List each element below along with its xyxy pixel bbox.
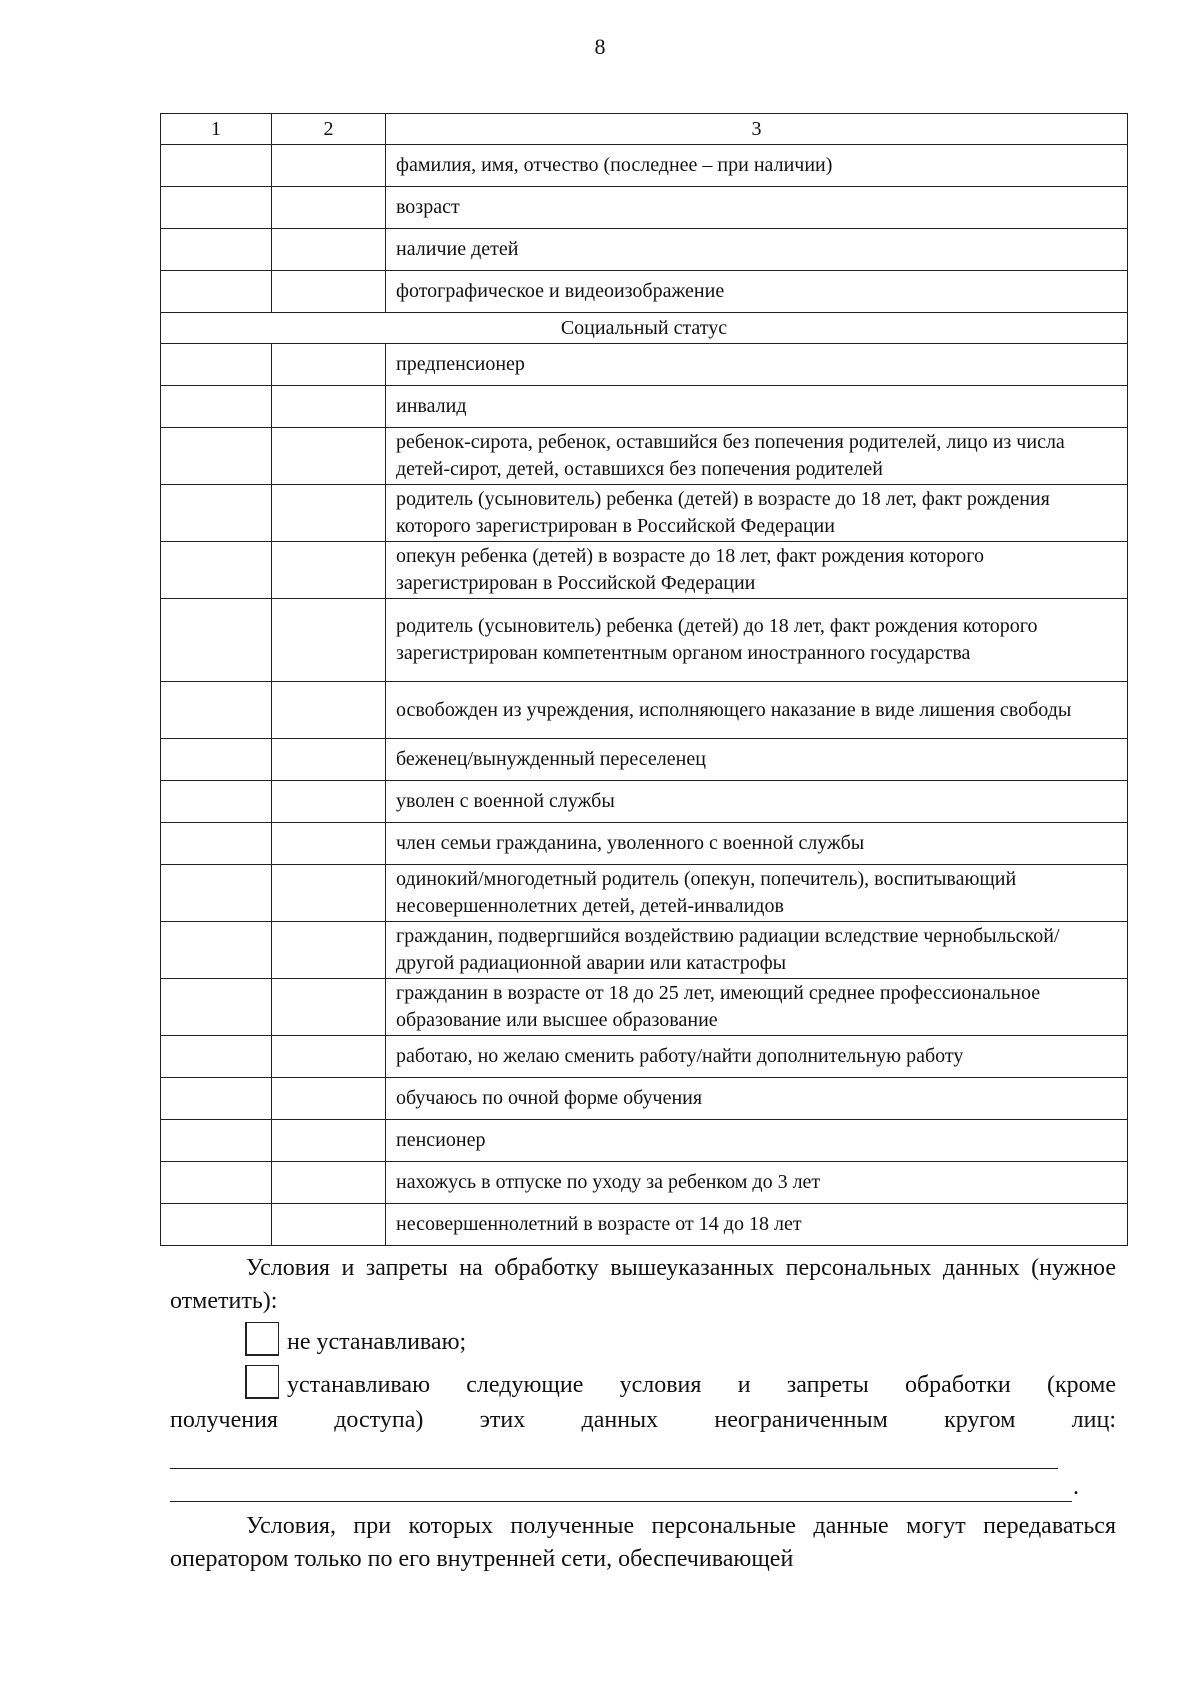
cell-col-2[interactable] xyxy=(272,485,386,542)
table-row xyxy=(161,682,1128,739)
option-none-checkbox[interactable] xyxy=(245,1322,279,1356)
row-label: уволен с военной службы xyxy=(386,781,1128,823)
cell-col-2[interactable] xyxy=(272,739,386,781)
blank-input-line-1[interactable] xyxy=(170,1468,1058,1469)
cell-col-2[interactable] xyxy=(272,823,386,865)
cell-col-1[interactable] xyxy=(161,1120,272,1162)
row-label: фамилия, имя, отчество (последнее – при наличии) xyxy=(386,145,1128,187)
cell-col-2[interactable] xyxy=(272,1036,386,1078)
conditions-intro: Условия и запреты на обработку вышеуказанных персональных данных (нужное отметить): xyxy=(170,1255,1116,1314)
cell-col-1[interactable] xyxy=(161,1162,272,1204)
cell-col-2[interactable] xyxy=(272,1162,386,1204)
cell-col-2[interactable] xyxy=(272,386,386,428)
cell-col-2[interactable] xyxy=(272,271,386,313)
table-row xyxy=(161,386,1128,428)
transfer-conditions-text: Условия, при которых полученные персональные данные могут передаваться оператором только по его внутренней сети, обеспечивающей xyxy=(170,1513,1116,1572)
option-set-label-line2: получения доступа) этих данных неограниченным кругом лиц: xyxy=(170,1407,1116,1433)
cell-col-2[interactable] xyxy=(272,865,386,922)
row-label: одинокий/многодетный родитель (опекун, попечитель), воспитывающий несовершеннолетних детей, детей-инвалидов xyxy=(386,865,1128,922)
row-label: работаю, но желаю сменить работу/найти дополнительную работу xyxy=(386,1036,1128,1078)
cell-col-1[interactable] xyxy=(161,1204,272,1246)
option-set-row xyxy=(245,1365,1116,1402)
row-label: фотографическое и видеоизображение xyxy=(386,271,1128,313)
row-label: предпенсионер xyxy=(386,344,1128,386)
table-row xyxy=(161,1036,1128,1078)
cell-col-1[interactable] xyxy=(161,1036,272,1078)
row-label: гражданин в возрасте от 18 до 25 лет, имеющий среднее профессиональное образование или высшее образование xyxy=(386,979,1128,1036)
table-row xyxy=(161,922,1128,979)
table-row xyxy=(161,865,1128,922)
cell-col-1[interactable] xyxy=(161,271,272,313)
table-row xyxy=(161,271,1128,313)
header-col-1: 1 xyxy=(161,114,272,145)
cell-col-2[interactable] xyxy=(272,344,386,386)
section-title: Социальный статус xyxy=(161,313,1128,344)
cell-col-1[interactable] xyxy=(161,979,272,1036)
section-row xyxy=(161,313,1128,344)
cell-col-2[interactable] xyxy=(272,682,386,739)
header-col-3: 3 xyxy=(386,114,1128,145)
row-label: обучаюсь по очной форме обучения xyxy=(386,1078,1128,1120)
cell-col-2[interactable] xyxy=(272,979,386,1036)
end-period: . xyxy=(1073,1474,1079,1500)
table-row xyxy=(161,1120,1128,1162)
row-label: родитель (усыновитель) ребенка (детей) до 18 лет, факт рождения которого зарегистрирован компетентным органом иностранного государства xyxy=(386,599,1128,682)
cell-col-1[interactable] xyxy=(161,781,272,823)
cell-col-1[interactable] xyxy=(161,542,272,599)
cell-col-1[interactable] xyxy=(161,865,272,922)
cell-col-1[interactable] xyxy=(161,428,272,485)
cell-col-1[interactable] xyxy=(161,344,272,386)
cell-col-2[interactable] xyxy=(272,145,386,187)
table-row xyxy=(161,1204,1128,1246)
cell-col-2[interactable] xyxy=(272,229,386,271)
cell-col-2[interactable] xyxy=(272,922,386,979)
cell-col-1[interactable] xyxy=(161,145,272,187)
table-row xyxy=(161,145,1128,187)
table-row xyxy=(161,542,1128,599)
cell-col-2[interactable] xyxy=(272,1078,386,1120)
table-row xyxy=(161,599,1128,682)
cell-col-2[interactable] xyxy=(272,781,386,823)
row-label: возраст xyxy=(386,187,1128,229)
row-label: ребенок-сирота, ребенок, оставшийся без попечения родителей, лицо из числа детей-сирот, детей, оставшихся без попечения родителей xyxy=(386,428,1128,485)
cell-col-1[interactable] xyxy=(161,229,272,271)
cell-col-1[interactable] xyxy=(161,599,272,682)
option-set-checkbox[interactable] xyxy=(245,1365,279,1399)
table-row xyxy=(161,1078,1128,1120)
cell-col-2[interactable] xyxy=(272,428,386,485)
row-label: инвалид xyxy=(386,386,1128,428)
cell-col-1[interactable] xyxy=(161,1078,272,1120)
row-label: нахожусь в отпуске по уходу за ребенком до 3 лет xyxy=(386,1162,1128,1204)
row-label: гражданин, подвергшийся воздействию радиации вследствие чернобыльской/другой радиационной аварии или катастрофы xyxy=(386,922,1128,979)
cell-col-1[interactable] xyxy=(161,682,272,739)
cell-col-1[interactable] xyxy=(161,485,272,542)
row-label: член семьи гражданина, уволенного с военной службы xyxy=(386,823,1128,865)
table-row xyxy=(161,344,1128,386)
cell-col-1[interactable] xyxy=(161,823,272,865)
table-row xyxy=(161,428,1128,485)
row-label: родитель (усыновитель) ребенка (детей) в возрасте до 18 лет, факт рождения которого зарегистрирован в Российской Федерации xyxy=(386,485,1128,542)
row-label: несовершеннолетний в возрасте от 14 до 18 лет xyxy=(386,1204,1128,1246)
personal-data-table xyxy=(160,113,1128,1246)
page-number: 8 xyxy=(594,34,606,59)
table-header-row xyxy=(161,114,1128,145)
cell-col-1[interactable] xyxy=(161,187,272,229)
option-set-label-line1: устанавливаю следующие условия и запреты обработки (кроме xyxy=(287,1372,1116,1398)
option-none-row xyxy=(245,1322,1045,1359)
table-row xyxy=(161,1162,1128,1204)
cell-col-1[interactable] xyxy=(161,739,272,781)
row-label: пенсионер xyxy=(386,1120,1128,1162)
cell-col-2[interactable] xyxy=(272,599,386,682)
cell-col-2[interactable] xyxy=(272,1204,386,1246)
cell-col-2[interactable] xyxy=(272,542,386,599)
row-label: опекун ребенка (детей) в возрасте до 18 лет, факт рождения которого зарегистрирован в Российской Федерации xyxy=(386,542,1128,599)
row-label: наличие детей xyxy=(386,229,1128,271)
table-row xyxy=(161,781,1128,823)
row-label: освобожден из учреждения, исполняющего наказание в виде лишения свободы xyxy=(386,682,1128,739)
table-row xyxy=(161,485,1128,542)
table-row xyxy=(161,739,1128,781)
option-none-label: не устанавливаю; xyxy=(287,1329,467,1355)
cell-col-1[interactable] xyxy=(161,386,272,428)
cell-col-2[interactable] xyxy=(272,187,386,229)
cell-col-1[interactable] xyxy=(161,922,272,979)
table-row xyxy=(161,823,1128,865)
row-label: беженец/вынужденный переселенец xyxy=(386,739,1128,781)
table-row xyxy=(161,979,1128,1036)
cell-col-2[interactable] xyxy=(272,1120,386,1162)
blank-input-line-2[interactable] xyxy=(170,1501,1072,1502)
header-col-2: 2 xyxy=(272,114,386,145)
table-row xyxy=(161,187,1128,229)
table-row xyxy=(161,229,1128,271)
